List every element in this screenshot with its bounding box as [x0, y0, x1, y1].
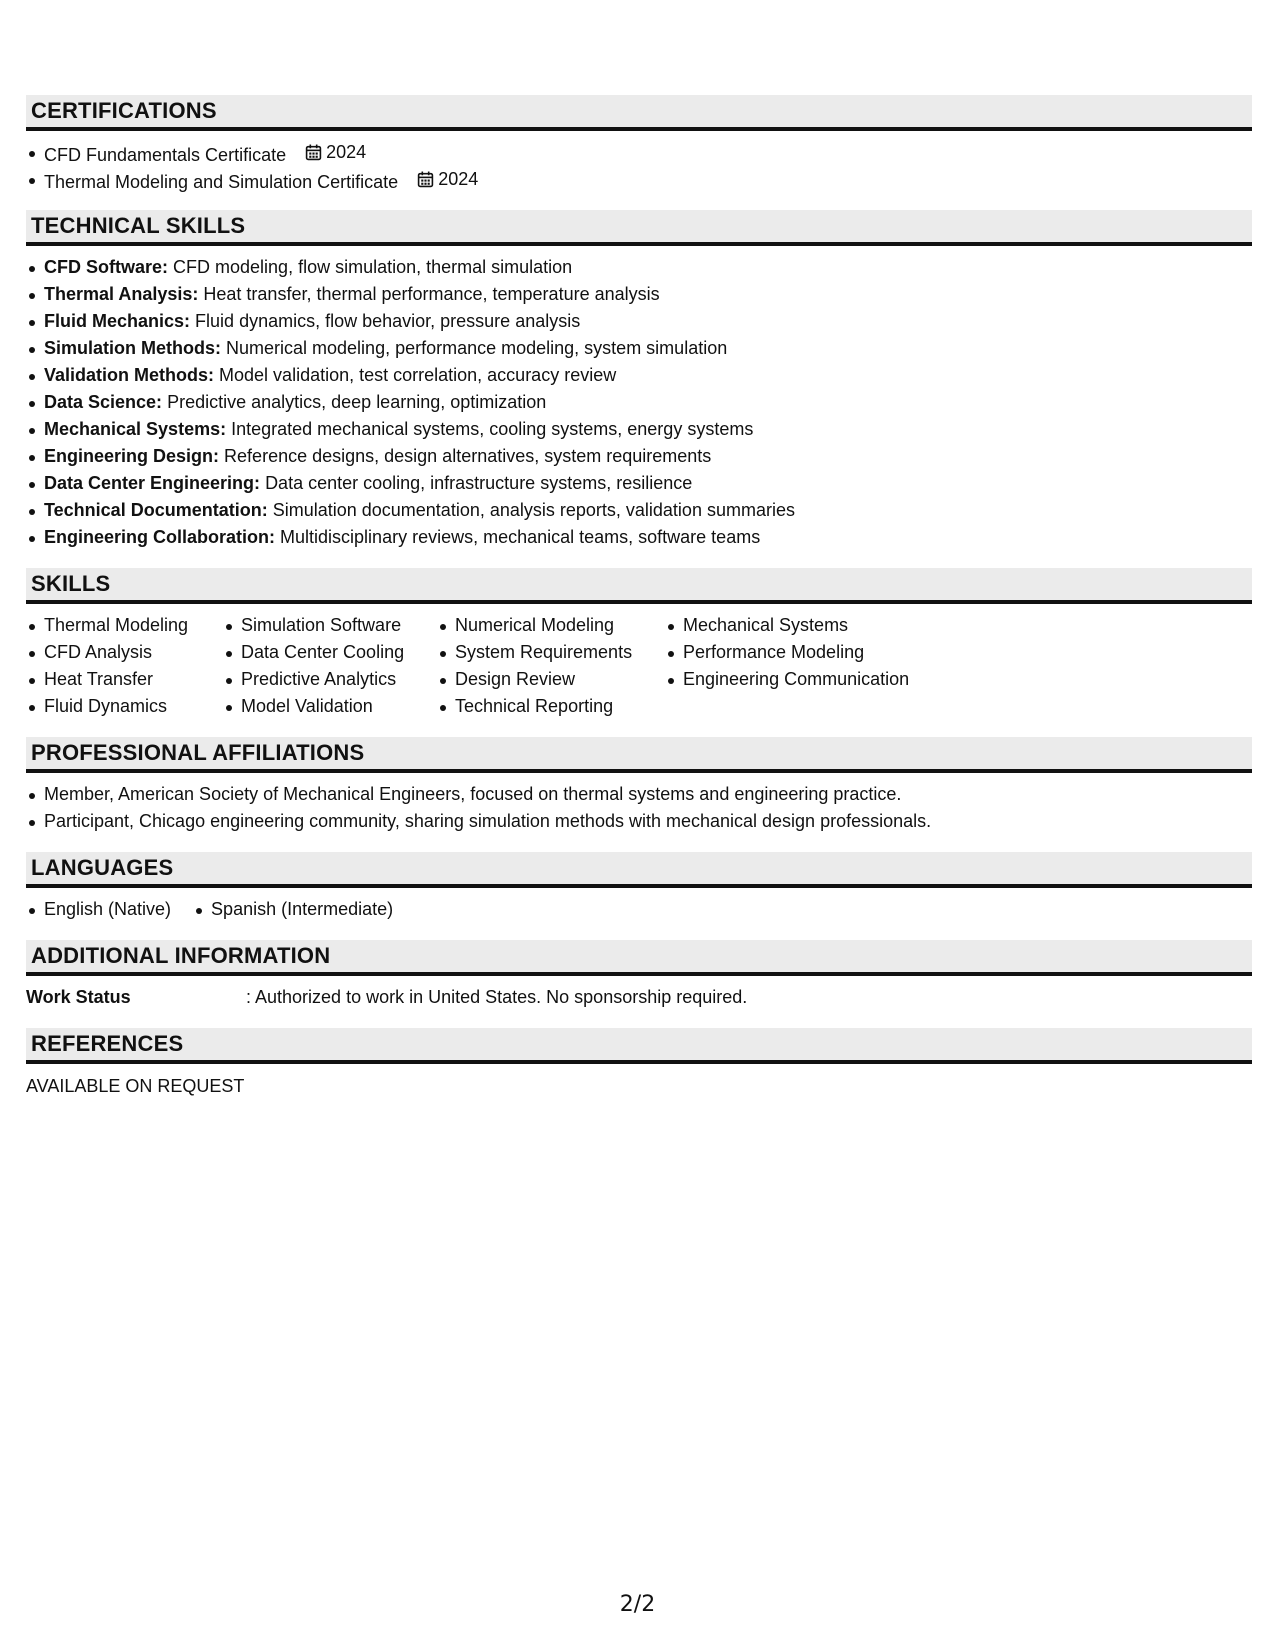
section-title: CERTIFICATIONS: [31, 98, 217, 123]
certification-year: 2024: [326, 142, 367, 162]
section-header: [26, 95, 1252, 131]
list-item: Performance Modeling: [665, 639, 945, 666]
section-header: [26, 568, 1252, 604]
resume-page: [26, 95, 1252, 1117]
list-item: System Requirements: [437, 639, 665, 666]
skills-column: [665, 612, 945, 720]
skill-detail: Multidisciplinary reviews, mechanical teams, software teams: [280, 527, 761, 547]
list-item: [26, 362, 1252, 389]
skill-category: CFD Software:: [44, 257, 169, 277]
references-text: AVAILABLE ON REQUEST: [26, 1076, 245, 1096]
list-item: [26, 254, 1252, 281]
certification-year: 2024: [438, 169, 479, 189]
skill-detail: CFD modeling, flow simulation, thermal simulation: [173, 257, 573, 277]
skill-category: Thermal Analysis:: [44, 284, 199, 304]
section-title: REFERENCES: [31, 1031, 184, 1056]
skills-section: [26, 568, 1252, 720]
skill-detail: Heat transfer, thermal performance, temperature analysis: [203, 284, 660, 304]
affiliations-list: [26, 773, 1252, 835]
list-item: [26, 281, 1252, 308]
skill-category: Data Center Engineering:: [44, 473, 261, 493]
skill-category: Technical Documentation:: [44, 500, 268, 520]
section-title: SKILLS: [31, 571, 111, 596]
section-header: [26, 852, 1252, 888]
list-item: Numerical Modeling: [437, 612, 665, 639]
skill-category: Simulation Methods:: [44, 338, 221, 358]
certification-name: CFD Fundamentals Certificate: [44, 145, 287, 165]
section-title: ADDITIONAL INFORMATION: [31, 943, 331, 968]
list-item: CFD Analysis: [26, 639, 223, 666]
technical-skills-list: [26, 246, 1252, 551]
list-item: Heat Transfer: [26, 666, 223, 693]
list-item: Member, American Society of Mechanical Engineers, focused on thermal systems and engineering practice.: [26, 781, 1252, 808]
languages-section: [26, 852, 1252, 923]
certifications-section: [26, 95, 1252, 193]
list-item: Model Validation: [223, 693, 437, 720]
skill-detail: Reference designs, design alternatives, system requirements: [224, 446, 712, 466]
list-item: [26, 524, 1252, 551]
skill-detail: Integrated mechanical systems, cooling systems, energy systems: [231, 419, 754, 439]
list-item: [26, 335, 1252, 362]
list-item: [26, 497, 1252, 524]
references-section: [26, 1028, 1252, 1100]
list-item: Participant, Chicago engineering community, sharing simulation methods with mechanical design professionals.: [26, 808, 1252, 835]
skill-category: Engineering Collaboration:: [44, 527, 276, 547]
list-item: Technical Reporting: [437, 693, 665, 720]
list-item: Mechanical Systems: [665, 612, 945, 639]
skill-detail: Simulation documentation, analysis reports, validation summaries: [272, 500, 795, 520]
page-number: 2/2: [619, 1592, 656, 1617]
list-item: [26, 139, 1252, 166]
certifications-list: [26, 131, 1252, 193]
list-item: Design Review: [437, 666, 665, 693]
section-header: [26, 737, 1252, 773]
affiliations-section: [26, 737, 1252, 835]
certification-date: [417, 166, 478, 193]
certification-name: Thermal Modeling and Simulation Certificate: [44, 172, 399, 192]
list-item: [26, 166, 1252, 193]
skills-column: [26, 612, 223, 720]
section-title: PROFESSIONAL AFFILIATIONS: [31, 740, 365, 765]
list-item: Fluid Dynamics: [26, 693, 223, 720]
list-item: [26, 389, 1252, 416]
work-status-row: [26, 976, 1252, 1011]
skill-category: Engineering Design:: [44, 446, 220, 466]
calendar-icon: [305, 144, 322, 161]
skills-columns: [26, 604, 1252, 720]
languages-list: [26, 888, 1252, 923]
calendar-icon: [417, 171, 434, 188]
skill-detail: Model validation, test correlation, accuracy review: [219, 365, 617, 385]
list-item: Engineering Communication: [665, 666, 945, 693]
list-item: [26, 416, 1252, 443]
list-item: Simulation Software: [223, 612, 437, 639]
skill-category: Validation Methods:: [44, 365, 215, 385]
certification-date: [305, 139, 366, 166]
section-header: [26, 1028, 1252, 1064]
list-item: Data Center Cooling: [223, 639, 437, 666]
list-item: [26, 470, 1252, 497]
skill-category: Fluid Mechanics:: [44, 311, 191, 331]
technical-skills-section: [26, 210, 1252, 551]
section-header: [26, 210, 1252, 246]
section-title: LANGUAGES: [31, 855, 174, 880]
skill-category: Data Science:: [44, 392, 163, 412]
list-item: Thermal Modeling: [26, 612, 223, 639]
skills-column: [437, 612, 665, 720]
skill-detail: Numerical modeling, performance modeling, system simulation: [226, 338, 728, 358]
skills-column: [223, 612, 437, 720]
list-item: Spanish (Intermediate): [193, 896, 393, 923]
list-item: Predictive Analytics: [223, 666, 437, 693]
skill-category: Mechanical Systems:: [44, 419, 227, 439]
section-header: [26, 940, 1252, 976]
skill-detail: Fluid dynamics, flow behavior, pressure analysis: [195, 311, 581, 331]
list-item: English (Native): [26, 896, 171, 923]
list-item: [26, 443, 1252, 470]
work-status-value: : Authorized to work in United States. No sponsorship required.: [246, 987, 748, 1007]
list-item: [26, 308, 1252, 335]
skill-detail: Data center cooling, infrastructure systems, resilience: [265, 473, 693, 493]
section-title: TECHNICAL SKILLS: [31, 213, 246, 238]
skill-detail: Predictive analytics, deep learning, optimization: [167, 392, 547, 412]
work-status-label: Work Status: [26, 987, 131, 1007]
additional-info-section: [26, 940, 1252, 1011]
